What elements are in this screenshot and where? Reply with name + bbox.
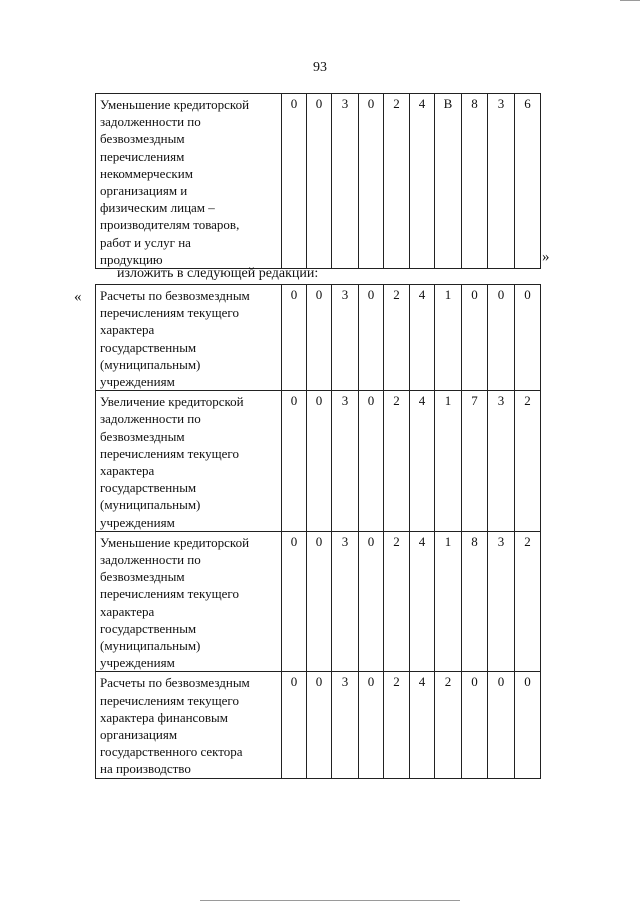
code-digit-cell: 0	[307, 94, 332, 269]
code-digit-cell: 0	[282, 531, 307, 672]
code-digit-cell: В	[435, 94, 462, 269]
description-line: учреждениям	[100, 514, 175, 530]
closing-quote: »	[542, 249, 550, 265]
description-line: государственным	[100, 339, 197, 355]
code-digit-cell: 8	[462, 531, 488, 672]
scan-edge-line	[620, 0, 640, 1]
row-description	[96, 672, 282, 779]
code-digit-cell: 4	[410, 94, 435, 269]
code-digit-cell: 0	[307, 285, 332, 391]
code-digit-cell: 0	[307, 672, 332, 779]
description-line: физическим лицам –	[100, 200, 215, 216]
description-line: государственным	[100, 480, 197, 496]
description-line: продукцию	[100, 251, 163, 267]
code-digit-cell: 0	[488, 285, 515, 391]
row-description	[96, 531, 282, 672]
code-digit-cell: 3	[332, 531, 359, 672]
code-digit-cell: 1	[435, 285, 462, 391]
description-line: Уменьшение кредиторской	[100, 97, 250, 112]
description-line: Уменьшение кредиторской	[100, 534, 250, 550]
code-digit-cell: 0	[359, 531, 384, 672]
description-line: производителям товаров,	[100, 217, 240, 233]
opening-quote: «	[74, 289, 82, 305]
description-line: задолженности по	[100, 552, 201, 568]
description-line: задолженности по	[100, 411, 201, 427]
table-row	[96, 672, 541, 779]
description-line: перечислениям текущего	[100, 586, 239, 602]
budget-code-table-new	[95, 284, 541, 779]
table-row	[96, 285, 541, 391]
code-digit-cell: 0	[359, 391, 384, 532]
code-digit-cell: 1	[435, 391, 462, 532]
code-digit-cell: 0	[307, 531, 332, 672]
code-digit-cell: 4	[410, 391, 435, 532]
row-description	[96, 285, 282, 391]
code-digit-cell: 0	[462, 672, 488, 779]
code-digit-cell: 3	[332, 391, 359, 532]
code-digit-cell: 4	[410, 672, 435, 779]
code-digit-cell: 0	[282, 94, 307, 269]
code-digit-cell: 3	[488, 391, 515, 532]
code-digit-cell: 0	[282, 672, 307, 779]
code-digit-cell: 2	[384, 531, 410, 672]
code-digit-cell: 0	[359, 672, 384, 779]
code-digit-cell: 0	[282, 391, 307, 532]
code-digit-cell: 0	[515, 285, 541, 391]
code-digit-cell: 2	[384, 391, 410, 532]
code-digit-cell: 0	[488, 672, 515, 779]
description-line: задолженности по	[100, 114, 201, 130]
code-digit-cell: 2	[384, 672, 410, 779]
code-digit-cell: 2	[435, 672, 462, 779]
description-line: работ и услуг на	[100, 234, 191, 250]
code-digit-cell: 8	[462, 94, 488, 269]
description-line: (муниципальным)	[100, 356, 201, 372]
budget-code-table-previous	[95, 93, 541, 269]
description-line: организациям	[100, 727, 178, 743]
code-digit-cell: 3	[332, 94, 359, 269]
description-line: организациям и	[100, 183, 188, 199]
description-line: (муниципальным)	[100, 638, 201, 654]
description-line: Увеличение кредиторской	[100, 394, 244, 410]
row-description	[96, 94, 282, 269]
code-digit-cell: 3	[488, 531, 515, 672]
description-line: учреждениям	[100, 655, 175, 671]
code-digit-cell: 2	[384, 285, 410, 391]
table-row	[96, 391, 541, 532]
code-digit-cell: 3	[488, 94, 515, 269]
table-row	[96, 94, 541, 269]
description-line: на производство	[100, 761, 191, 777]
description-line: государственным	[100, 620, 197, 636]
code-digit-cell: 3	[332, 672, 359, 779]
description-line: характера	[100, 322, 155, 338]
description-line: безвозмездным	[100, 569, 185, 585]
code-digit-cell: 1	[435, 531, 462, 672]
page-number: 93	[313, 60, 327, 75]
intro-text: изложить в следующей редакции:	[117, 266, 319, 281]
description-line: перечислениям	[100, 148, 185, 164]
code-digit-cell: 0	[462, 285, 488, 391]
code-digit-cell: 0	[515, 672, 541, 779]
code-digit-cell: 2	[515, 391, 541, 532]
description-line: Расчеты по безвозмездным	[100, 675, 250, 691]
code-digit-cell: 0	[359, 94, 384, 269]
code-digit-cell: 3	[332, 285, 359, 391]
code-digit-cell: 0	[307, 391, 332, 532]
code-digit-cell: 2	[515, 531, 541, 672]
code-digit-cell: 0	[282, 285, 307, 391]
scan-edge-line	[200, 900, 460, 901]
description-line: учреждениям	[100, 374, 175, 390]
code-digit-cell: 4	[410, 285, 435, 391]
code-digit-cell: 0	[359, 285, 384, 391]
description-line: характера	[100, 603, 155, 619]
description-line: (муниципальным)	[100, 497, 201, 513]
description-line: характера финансовым	[100, 709, 228, 725]
description-line: Расчеты по безвозмездным	[100, 288, 250, 303]
code-digit-cell: 4	[410, 531, 435, 672]
description-line: некоммерческим	[100, 165, 193, 181]
description-line: перечислениям текущего	[100, 692, 239, 708]
description-line: характера	[100, 463, 155, 479]
code-digit-cell: 7	[462, 391, 488, 532]
description-line: перечислениям текущего	[100, 445, 239, 461]
code-digit-cell: 6	[515, 94, 541, 269]
description-line: безвозмездным	[100, 131, 185, 147]
table-row	[96, 531, 541, 672]
row-description	[96, 391, 282, 532]
description-line: перечислениям текущего	[100, 305, 239, 321]
description-line: безвозмездным	[100, 428, 185, 444]
code-digit-cell: 2	[384, 94, 410, 269]
description-line: государственного сектора	[100, 744, 243, 760]
